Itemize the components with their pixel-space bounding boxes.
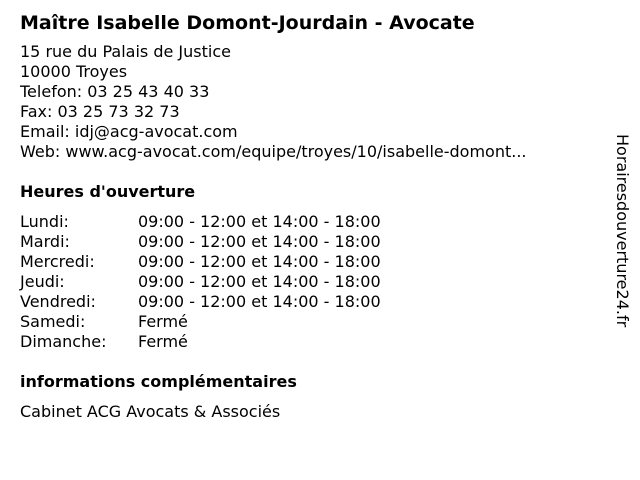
hours-row [20,292,610,312]
page-title: Maître Isabelle Domont-Jourdain - Avocate [20,12,475,34]
hours-value: 09:00 - 12:00 et 14:00 - 18:00 [138,252,381,271]
hours-day: Mercredi: [20,252,95,271]
hours-row [20,272,610,292]
hours-value: 09:00 - 12:00 et 14:00 - 18:00 [138,272,381,291]
hours-heading: Heures d'ouverture [20,182,196,201]
info-heading: informations complémentaires [20,372,297,391]
fax-text: Fax: 03 25 73 32 73 [20,102,180,121]
brand-watermark: Horairesdouverture24.fr [613,134,632,328]
address-street: 15 rue du Palais de Justice [20,42,231,61]
phone-text: Telefon: 03 25 43 40 33 [20,82,210,101]
hours-row [20,312,610,332]
hours-value: 09:00 - 12:00 et 14:00 - 18:00 [138,232,381,251]
hours-day: Mardi: [20,232,70,251]
hours-day: Jeudi: [20,272,65,291]
hours-day: Lundi: [20,212,69,231]
email-text: Email: idj@acg-avocat.com [20,122,238,141]
address-city: 10000 Troyes [20,62,128,81]
hours-day: Vendredi: [20,292,96,311]
hours-value: Fermé [138,332,188,351]
hours-value: 09:00 - 12:00 et 14:00 - 18:00 [138,212,381,231]
hours-row [20,332,610,352]
hours-row [20,252,610,272]
hours-value: 09:00 - 12:00 et 14:00 - 18:00 [138,292,381,311]
hours-day: Samedi: [20,312,86,331]
hours-value: Fermé [138,312,188,331]
web-text: Web: www.acg-avocat.com/equipe/troyes/10/isabelle-domont... [20,142,527,161]
hours-day: Dimanche: [20,332,107,351]
info-text: Cabinet ACG Avocats & Associés [20,402,281,421]
contact-block [20,42,610,162]
hours-row [20,212,610,232]
hours-row [20,232,610,252]
hours-table [20,212,610,352]
business-card [20,10,610,422]
